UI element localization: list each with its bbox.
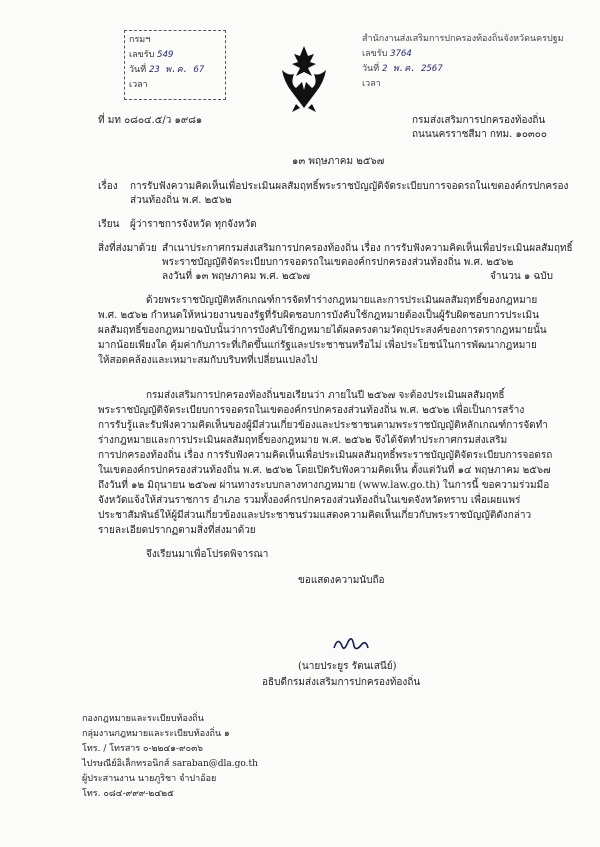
paragraph-line: ประชาสัมพันธ์ให้ผู้มีส่วนเกี่ยวข้องและประชาชนร่วมแสดงความคิดเห็นเกี่ยวกับพระราชบัญญัติดังกล่าว xyxy=(98,510,532,521)
paragraph-line: ในเขตองค์กรปกครองส่วนท้องถิ่น พ.ศ. ๒๕๖๒ โดยเปิดรับฟังความคิดเห็น ตั้งแต่วันที่ ๑๔ พฤษภาคม ๒๕๖๗ xyxy=(98,465,551,476)
enclosure-line1: สำเนาประกาศกรมส่งเสริมการปกครองท้องถิ่น เรื่อง การรับฟังความคิดเห็นเพื่อประเมินผลสัมฤทธิ์ xyxy=(162,243,573,254)
paragraph-line: ถึงวันที่ ๑๒ มิถุนายน ๒๕๖๗ ผ่านทางระบบกลางทางกฎหมาย (www.law.go.th) ในการนี้ ขอความร่วมมือ xyxy=(98,480,550,491)
paragraph-line: การรับรู้และรับฟังความคิดเห็นของผู้มีส่วนเกี่ยวข้องและประชาชนตามพระราชบัญญัติหลักเกณฑ์การจัดทำ xyxy=(98,420,548,431)
stamp-left-number: 549 xyxy=(157,50,174,60)
recipient-label: เรียน xyxy=(98,219,120,230)
enclosure-line2: พระราชบัญญัติจัดระเบียบการจอดรถในเขตองค์กรปกครองส่วนท้องถิ่น พ.ศ. ๒๕๖๒ xyxy=(162,257,514,268)
stamp-left-line4: เวลา xyxy=(129,80,148,90)
footer-email: ไปรษณีย์อิเล็กทรอนิกส์ saraban@dla.go.th xyxy=(82,759,258,769)
agency-name: กรมส่งเสริมการปกครองท้องถิ่น xyxy=(412,115,546,126)
enclosure-line3: ลงวันที่ ๑๓ พฤษภาคม พ.ศ. ๒๕๖๗ xyxy=(162,271,311,282)
stamp-right-line1: สำนักงานส่งเสริมการปกครองท้องถิ่นจังหวัดนครปฐม xyxy=(362,34,564,44)
paragraph-line: รายละเอียดปรากฏตามสิ่งที่ส่งมาด้วย xyxy=(98,525,256,536)
paragraph-line: กรมส่งเสริมการปกครองท้องถิ่นขอเรียนว่า ภายในปี ๒๕๖๗ จะต้องประเมินผลสัมฤทธิ์ xyxy=(146,390,505,401)
subject-line1: การรับฟังความคิดเห็นเพื่อประเมินผลสัมฤทธิ์พระราชบัญญัติจัดระเบียบการจอดรถในเขตองค์กรปกครอง xyxy=(130,181,569,192)
regards-text: ขอแสดงความนับถือ xyxy=(298,575,385,586)
footer-division: กองกฎหมายและระเบียบท้องถิ่น xyxy=(82,714,204,724)
agency-address: ถนนนครราชสีมา กทม. ๑๐๓๐๐ xyxy=(412,129,547,140)
stamp-right-date: 2 พ.ค. 2567 xyxy=(382,64,443,74)
footer-coordinator: ผู้ประสานงาน นายภูริชา จำปาอ้อย xyxy=(82,774,217,784)
body-paragraph-2 xyxy=(98,388,552,538)
garuda-emblem-icon xyxy=(274,42,334,114)
stamp-right-number: 3764 xyxy=(390,49,412,59)
stamp-right-label2: เลขรับ xyxy=(362,49,388,59)
paragraph-line: ให้สอดคล้องและเหมาะสมกับบริบทที่เปลี่ยนแปลงไป xyxy=(98,355,318,366)
recipient-text: ผู้ว่าราชการจังหวัด ทุกจังหวัด xyxy=(130,219,257,230)
paragraph-line: การปกครองท้องถิ่น เรื่อง การรับฟังความคิดเห็นเพื่อประเมินผลสัมฤทธิ์พระราชบัญญัติจัดระเบียบการจอดรถ xyxy=(98,450,553,461)
document-number: ที่ มท ๐๘๐๔.๕/ว ๑๙๘๑ xyxy=(98,115,203,126)
enclosure-count: จำนวน ๑ ฉบับ xyxy=(490,271,553,282)
paragraph-line: ร่างกฎหมายและการประเมินผลสัมฤทธิ์ของกฎหมาย พ.ศ. ๒๕๖๒ จึงได้จัดทำประกาศกรมส่งเสริม xyxy=(98,435,508,446)
subject-line2: ส่วนท้องถิ่น พ.ศ. ๒๕๖๒ xyxy=(130,195,232,206)
receipt-stamp-left xyxy=(124,30,226,100)
paragraph-line: ด้วยพระราชบัญญัติหลักเกณฑ์การจัดทำร่างกฎหมายและการประเมินผลสัมฤทธิ์ของกฎหมาย xyxy=(146,295,538,306)
stamp-left-label2: เลขรับ xyxy=(129,50,155,60)
stamp-right-label3: วันที่ xyxy=(362,64,380,74)
body-paragraph-1 xyxy=(98,293,547,368)
document-date: ๑๓ พฤษภาคม ๒๕๖๗ xyxy=(292,156,385,167)
enclosure-label: สิ่งที่ส่งมาด้วย xyxy=(98,243,157,254)
receipt-stamp-right xyxy=(362,32,592,94)
stamp-right-line4: เวลา xyxy=(362,79,381,89)
paragraph-line: พระราชบัญญัติจัดระเบียบการจอดรถในเขตองค์กรปกครองส่วนท้องถิ่น พ.ศ. ๒๕๖๒ เพื่อเป็นการสร้าง xyxy=(98,405,525,416)
stamp-left-line1: กรมฯ xyxy=(129,35,151,45)
paragraph-line: จังหวัดแจ้งให้ส่วนราชการ อำเภอ รวมทั้งองค์กรปกครองส่วนท้องถิ่นในเขตจังหวัดทราบ เพื่อเผยแพร่ xyxy=(98,495,521,506)
paragraph-line: ผลสัมฤทธิ์ของกฎหมายฉบับนั้นว่าการบังคับใช้กฎหมายได้ผลตรงตามวัตถุประสงค์ของการตรากฎหมายนั้น xyxy=(98,325,547,336)
subject-label: เรื่อง xyxy=(98,181,118,192)
footer-mobile: โทร. ๐๘๔-๙๙๙-๒๔๒๕ xyxy=(82,789,174,799)
signatory-title: อธิบดีกรมส่งเสริมการปกครองท้องถิ่น xyxy=(262,677,421,688)
stamp-left-label3: วันที่ xyxy=(129,65,147,75)
closing-text: จึงเรียนมาเพื่อโปรดพิจารณา xyxy=(146,549,269,560)
handwritten-signature xyxy=(330,632,370,654)
paragraph-line: พ.ศ. ๒๕๖๒ กำหนดให้หน่วยงานของรัฐที่รับผิดชอบการบังคับใช้กฎหมายต้องเป็นผู้รับผิดชอบการประเมิน xyxy=(98,310,539,321)
paragraph-line: มากน้อยเพียงใด คุ้มค่ากับภาระที่เกิดขึ้นแก่รัฐและประชาชนหรือไม่ เพื่อประโยชน์ในการพัฒนากฎหมาย xyxy=(98,340,537,351)
footer-phone: โทร. / โทรสาร ๐-๒๒๔๑-๙๐๓๖ xyxy=(82,744,203,754)
signatory-name: (นายประยูร รัตนเสนีย์) xyxy=(298,661,397,672)
footer-group: กลุ่มงานกฎหมายและระเบียบท้องถิ่น ๑ xyxy=(82,729,230,739)
stamp-left-date: 23 พ.ค. 67 xyxy=(149,65,205,75)
